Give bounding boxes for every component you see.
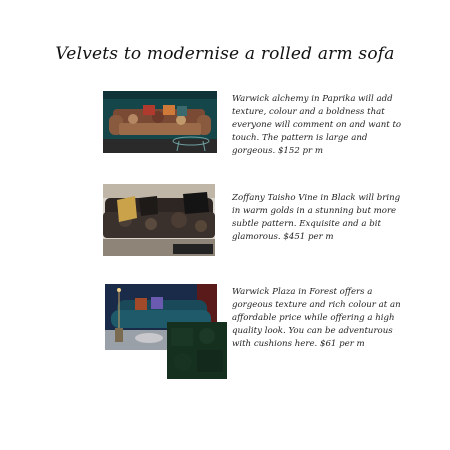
item-description-paprika: Warwick alchemy in Paprika will add texture, colour and a boldness that everyone will comment on and want to touch. The pattern is large and gorgeous. $152 pr m <box>232 94 402 156</box>
velvet-sofa-black-image <box>103 184 215 256</box>
item-description-forest: Warwick Plaza in Forest offers a gorgeous texture and rich colour at an affordable price while offering a high quality look. You can be adventurous with cushions here. $61 per m <box>232 287 401 349</box>
page-title: Velvets to modernise a rolled arm sofa <box>55 44 395 64</box>
item-description-black: Zoffany Taisho Vine in Black will bring in warm golds in a stunning but more subtle pattern. Exquisite and a bit glamorous. $451 per m <box>232 193 401 242</box>
velvet-sofa-paprika-image <box>103 91 217 153</box>
forest-velvet-swatch-image <box>167 322 227 379</box>
